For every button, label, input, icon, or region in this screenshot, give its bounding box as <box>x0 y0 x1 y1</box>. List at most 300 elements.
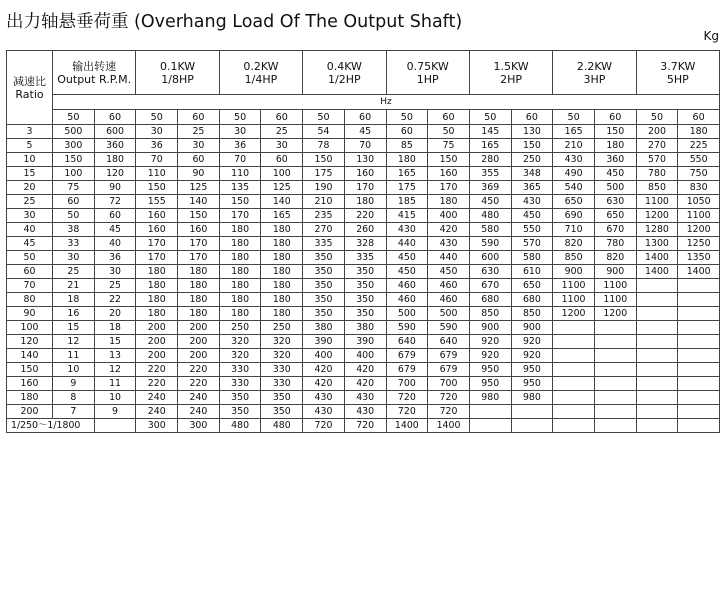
load-cell: 480 <box>261 419 303 433</box>
power-header-2: 0.4KW 1/2HP <box>303 51 386 95</box>
load-cell: 180 <box>136 293 178 307</box>
load-cell: 165 <box>261 209 303 223</box>
load-cell: 348 <box>511 167 553 181</box>
load-cell: 210 <box>303 195 345 209</box>
freq-cell: 50 <box>53 110 95 125</box>
load-cell: 380 <box>344 321 386 335</box>
table-row <box>7 321 720 335</box>
load-cell <box>594 391 636 405</box>
load-cell: 240 <box>136 391 178 405</box>
freq-cell: 50 <box>303 110 345 125</box>
load-cell: 180 <box>261 237 303 251</box>
freq-cell: 60 <box>428 110 470 125</box>
load-cell <box>636 377 678 391</box>
load-cell: 250 <box>219 321 261 335</box>
load-cell: 650 <box>553 195 595 209</box>
load-cell: 110 <box>136 167 178 181</box>
load-cell: 165 <box>469 139 511 153</box>
load-cell: 670 <box>594 223 636 237</box>
load-cell: 280 <box>469 153 511 167</box>
load-cell: 350 <box>261 391 303 405</box>
freq-cell: 50 <box>636 110 678 125</box>
load-cell: 50 <box>53 209 95 223</box>
load-cell: 1400 <box>428 419 470 433</box>
load-cell: 180 <box>219 265 261 279</box>
load-cell: 240 <box>178 391 220 405</box>
load-cell: 780 <box>594 237 636 251</box>
freq-cell: 50 <box>553 110 595 125</box>
load-cell: 600 <box>94 125 136 139</box>
load-cell: 270 <box>636 139 678 153</box>
load-cell: 150 <box>428 153 470 167</box>
load-cell: 15 <box>94 335 136 349</box>
ratio-cell: 5 <box>7 139 53 153</box>
load-cell: 270 <box>303 223 345 237</box>
load-cell: 1200 <box>636 209 678 223</box>
load-cell: 900 <box>469 321 511 335</box>
load-cell: 350 <box>344 307 386 321</box>
load-cell: 500 <box>594 181 636 195</box>
load-cell <box>594 377 636 391</box>
load-cell: 180 <box>219 237 261 251</box>
load-cell: 140 <box>261 195 303 209</box>
load-cell: 160 <box>344 167 386 181</box>
freq-cell: 60 <box>94 110 136 125</box>
load-cell: 1400 <box>386 419 428 433</box>
load-cell: 60 <box>53 195 95 209</box>
load-cell: 420 <box>303 363 345 377</box>
load-cell <box>553 335 595 349</box>
load-cell: 420 <box>344 377 386 391</box>
load-cell: 360 <box>94 139 136 153</box>
load-cell: 900 <box>594 265 636 279</box>
load-cell: 78 <box>303 139 345 153</box>
load-cell <box>553 321 595 335</box>
load-cell: 30 <box>178 139 220 153</box>
load-cell: 180 <box>136 279 178 293</box>
load-cell: 300 <box>178 419 220 433</box>
load-cell: 350 <box>344 279 386 293</box>
load-cell: 950 <box>511 363 553 377</box>
load-cell: 350 <box>344 293 386 307</box>
load-cell: 25 <box>94 279 136 293</box>
load-cell <box>553 349 595 363</box>
load-cell: 70 <box>136 153 178 167</box>
load-cell: 180 <box>678 125 720 139</box>
load-cell: 54 <box>303 125 345 139</box>
table-row <box>7 125 720 139</box>
table-row <box>7 167 720 181</box>
load-cell: 320 <box>261 335 303 349</box>
load-cell: 150 <box>53 153 95 167</box>
load-cell: 250 <box>261 321 303 335</box>
load-cell: 590 <box>386 321 428 335</box>
load-cell: 1050 <box>678 195 720 209</box>
load-cell <box>636 391 678 405</box>
load-cell: 72 <box>94 195 136 209</box>
load-cell: 330 <box>219 377 261 391</box>
freq-cell: 50 <box>219 110 261 125</box>
load-cell: 950 <box>511 377 553 391</box>
load-cell: 328 <box>344 237 386 251</box>
load-cell: 38 <box>53 223 95 237</box>
load-cell: 400 <box>303 349 345 363</box>
load-cell: 170 <box>428 181 470 195</box>
load-cell: 100 <box>53 167 95 181</box>
load-cell: 30 <box>94 265 136 279</box>
load-cell: 1100 <box>678 209 720 223</box>
load-cell: 680 <box>511 293 553 307</box>
load-cell: 240 <box>178 405 220 419</box>
ratio-range-cell: 1/250～1/1800 <box>7 419 95 433</box>
load-cell: 7 <box>53 405 95 419</box>
hz-row <box>7 95 720 110</box>
load-cell <box>594 349 636 363</box>
load-cell: 1100 <box>636 195 678 209</box>
load-cell: 30 <box>219 125 261 139</box>
rpm-header-en: Output R.P.M. <box>57 72 132 86</box>
load-cell: 415 <box>386 209 428 223</box>
load-cell: 720 <box>386 405 428 419</box>
load-cell <box>636 307 678 321</box>
load-cell: 13 <box>94 349 136 363</box>
load-cell: 180 <box>261 307 303 321</box>
load-cell: 150 <box>219 195 261 209</box>
load-cell: 1200 <box>553 307 595 321</box>
ratio-cell: 70 <box>7 279 53 293</box>
load-cell: 780 <box>636 167 678 181</box>
load-cell: 950 <box>469 377 511 391</box>
load-cell: 200 <box>178 335 220 349</box>
table-row <box>7 139 720 153</box>
table-row <box>7 335 720 349</box>
load-cell: 670 <box>469 279 511 293</box>
load-cell: 500 <box>53 125 95 139</box>
load-cell: 330 <box>261 363 303 377</box>
power-header-6: 3.7KW 5HP <box>636 51 719 95</box>
load-cell: 980 <box>511 391 553 405</box>
load-cell: 850 <box>469 307 511 321</box>
table-row <box>7 265 720 279</box>
load-cell <box>511 419 553 433</box>
ratio-cell: 10 <box>7 153 53 167</box>
load-cell: 420 <box>428 223 470 237</box>
load-cell: 330 <box>219 363 261 377</box>
load-cell: 320 <box>219 335 261 349</box>
rpm-header <box>53 51 136 95</box>
load-cell: 550 <box>678 153 720 167</box>
load-cell: 11 <box>53 349 95 363</box>
load-cell: 350 <box>303 293 345 307</box>
load-cell: 220 <box>344 209 386 223</box>
load-cell: 10 <box>53 363 95 377</box>
load-cell: 175 <box>303 167 345 181</box>
load-cell: 235 <box>303 209 345 223</box>
load-cell: 60 <box>386 125 428 139</box>
load-cell: 460 <box>386 293 428 307</box>
load-cell: 710 <box>553 223 595 237</box>
load-cell: 679 <box>386 363 428 377</box>
load-cell: 430 <box>511 195 553 209</box>
load-cell <box>553 405 595 419</box>
load-cell: 15 <box>53 321 95 335</box>
table-row <box>7 307 720 321</box>
ratio-cell: 120 <box>7 335 53 349</box>
load-cell: 160 <box>136 223 178 237</box>
load-cell: 40 <box>94 237 136 251</box>
load-cell: 320 <box>219 349 261 363</box>
load-cell <box>469 405 511 419</box>
load-cell: 180 <box>219 251 261 265</box>
load-cell: 180 <box>219 307 261 321</box>
load-cell: 180 <box>428 195 470 209</box>
load-cell: 220 <box>178 377 220 391</box>
load-cell: 720 <box>428 391 470 405</box>
load-cell: 1400 <box>678 265 720 279</box>
load-cell: 30 <box>136 125 178 139</box>
load-cell: 750 <box>678 167 720 181</box>
load-cell: 830 <box>678 181 720 195</box>
load-cell: 1400 <box>636 265 678 279</box>
load-cell: 75 <box>53 181 95 195</box>
table-row <box>7 391 720 405</box>
load-cell: 25 <box>261 125 303 139</box>
load-cell: 200 <box>136 335 178 349</box>
load-cell: 140 <box>178 195 220 209</box>
load-cell <box>511 405 553 419</box>
load-cell: 170 <box>219 209 261 223</box>
load-cell: 850 <box>553 251 595 265</box>
load-cell: 950 <box>469 363 511 377</box>
load-cell: 590 <box>428 321 470 335</box>
ratio-cell: 50 <box>7 251 53 265</box>
load-cell: 540 <box>553 181 595 195</box>
load-cell: 680 <box>469 293 511 307</box>
load-cell: 100 <box>261 167 303 181</box>
load-cell: 150 <box>594 125 636 139</box>
load-cell: 20 <box>94 307 136 321</box>
load-cell: 36 <box>136 139 178 153</box>
load-cell: 570 <box>511 237 553 251</box>
empty-cell <box>94 419 136 433</box>
load-cell: 180 <box>136 307 178 321</box>
load-cell <box>553 377 595 391</box>
freq-cell: 60 <box>594 110 636 125</box>
load-cell <box>678 321 720 335</box>
load-cell: 45 <box>344 125 386 139</box>
load-cell <box>636 279 678 293</box>
power-header-0: 0.1KW 1/8HP <box>136 51 219 95</box>
freq-cell: 50 <box>469 110 511 125</box>
load-cell: 170 <box>178 251 220 265</box>
load-cell: 180 <box>261 223 303 237</box>
load-cell: 220 <box>178 363 220 377</box>
ratio-cell: 80 <box>7 293 53 307</box>
load-cell: 700 <box>428 377 470 391</box>
load-cell: 180 <box>386 153 428 167</box>
load-cell: 170 <box>136 237 178 251</box>
load-cell <box>636 321 678 335</box>
load-cell: 350 <box>303 251 345 265</box>
load-cell: 130 <box>344 153 386 167</box>
ratio-header-en: Ratio <box>15 87 44 101</box>
load-cell: 350 <box>344 265 386 279</box>
table-row <box>7 209 720 223</box>
load-cell: 580 <box>469 223 511 237</box>
load-cell: 170 <box>136 251 178 265</box>
ratio-cell: 60 <box>7 265 53 279</box>
load-cell: 33 <box>53 237 95 251</box>
load-cell <box>636 349 678 363</box>
load-cell: 225 <box>678 139 720 153</box>
load-cell <box>594 405 636 419</box>
load-cell <box>678 335 720 349</box>
power-header-4: 1.5KW 2HP <box>469 51 552 95</box>
load-cell <box>553 419 595 433</box>
load-cell: 180 <box>219 223 261 237</box>
ratio-cell: 30 <box>7 209 53 223</box>
load-cell: 679 <box>386 349 428 363</box>
load-cell: 9 <box>53 377 95 391</box>
load-cell: 365 <box>511 181 553 195</box>
load-cell: 30 <box>261 139 303 153</box>
load-cell: 820 <box>553 237 595 251</box>
load-cell: 70 <box>344 139 386 153</box>
table-row-range <box>7 419 720 433</box>
load-cell: 260 <box>344 223 386 237</box>
load-cell: 175 <box>386 181 428 195</box>
load-cell: 125 <box>178 181 220 195</box>
power-header-1: 0.2KW 1/4HP <box>219 51 302 95</box>
ratio-cell: 45 <box>7 237 53 251</box>
load-cell <box>636 293 678 307</box>
load-cell: 850 <box>511 307 553 321</box>
load-cell: 850 <box>636 181 678 195</box>
ratio-cell: 140 <box>7 349 53 363</box>
load-cell: 250 <box>511 153 553 167</box>
load-cell: 125 <box>261 181 303 195</box>
load-cell: 110 <box>219 167 261 181</box>
load-cell: 25 <box>53 265 95 279</box>
load-cell: 1200 <box>594 307 636 321</box>
load-cell: 1100 <box>594 293 636 307</box>
load-cell: 22 <box>94 293 136 307</box>
power-header-3: 0.75KW 1HP <box>386 51 469 95</box>
load-cell: 900 <box>511 321 553 335</box>
ratio-cell: 20 <box>7 181 53 195</box>
load-cell: 460 <box>428 279 470 293</box>
load-cell: 165 <box>553 125 595 139</box>
load-cell: 180 <box>178 293 220 307</box>
load-cell: 400 <box>428 209 470 223</box>
load-cell: 180 <box>178 307 220 321</box>
load-cell: 440 <box>386 237 428 251</box>
frequency-row <box>7 110 720 125</box>
load-cell: 720 <box>386 391 428 405</box>
load-cell: 430 <box>344 391 386 405</box>
load-cell: 420 <box>344 363 386 377</box>
load-cell <box>678 391 720 405</box>
load-cell: 60 <box>261 153 303 167</box>
ratio-cell: 15 <box>7 167 53 181</box>
ratio-cell: 200 <box>7 405 53 419</box>
table-row <box>7 349 720 363</box>
table-row <box>7 153 720 167</box>
load-cell: 12 <box>94 363 136 377</box>
load-cell: 70 <box>219 153 261 167</box>
load-cell: 630 <box>594 195 636 209</box>
table-row <box>7 279 720 293</box>
load-cell: 50 <box>428 125 470 139</box>
rpm-header-zh: 输出转速 <box>72 59 117 73</box>
load-cell: 60 <box>94 209 136 223</box>
load-cell: 180 <box>136 265 178 279</box>
load-cell: 679 <box>428 349 470 363</box>
ratio-cell: 3 <box>7 125 53 139</box>
table-row <box>7 405 720 419</box>
load-cell: 450 <box>594 167 636 181</box>
load-cell: 180 <box>261 279 303 293</box>
load-cell <box>678 349 720 363</box>
load-cell: 130 <box>511 125 553 139</box>
load-cell: 1400 <box>636 251 678 265</box>
table-row <box>7 237 720 251</box>
load-cell: 335 <box>303 237 345 251</box>
hz-header: Hz <box>53 95 720 110</box>
load-cell: 1100 <box>553 279 595 293</box>
load-cell: 200 <box>178 321 220 335</box>
load-cell: 600 <box>469 251 511 265</box>
load-cell: 610 <box>511 265 553 279</box>
ratio-cell: 90 <box>7 307 53 321</box>
freq-cell: 60 <box>344 110 386 125</box>
load-cell: 480 <box>469 209 511 223</box>
load-cell: 980 <box>469 391 511 405</box>
load-cell <box>678 293 720 307</box>
load-cell: 75 <box>428 139 470 153</box>
load-cell: 90 <box>178 167 220 181</box>
load-cell: 430 <box>344 405 386 419</box>
load-cell: 320 <box>261 349 303 363</box>
table-row <box>7 181 720 195</box>
load-cell: 200 <box>178 349 220 363</box>
load-cell <box>594 335 636 349</box>
load-cell: 21 <box>53 279 95 293</box>
load-cell: 160 <box>136 209 178 223</box>
load-cell: 135 <box>219 181 261 195</box>
load-cell: 30 <box>53 251 95 265</box>
load-cell <box>636 419 678 433</box>
load-cell: 180 <box>594 139 636 153</box>
load-cell <box>594 321 636 335</box>
load-cell <box>678 377 720 391</box>
load-cell: 180 <box>261 293 303 307</box>
load-cell: 1100 <box>594 279 636 293</box>
load-cell <box>678 405 720 419</box>
load-cell: 145 <box>469 125 511 139</box>
table-row <box>7 195 720 209</box>
load-cell: 170 <box>178 237 220 251</box>
ratio-header-zh: 减速比 <box>13 74 46 88</box>
load-cell: 180 <box>94 153 136 167</box>
load-cell: 210 <box>553 139 595 153</box>
load-cell: 85 <box>386 139 428 153</box>
load-cell: 590 <box>469 237 511 251</box>
load-cell: 155 <box>136 195 178 209</box>
load-cell: 1280 <box>636 223 678 237</box>
load-cell: 350 <box>219 391 261 405</box>
load-cell: 170 <box>344 181 386 195</box>
